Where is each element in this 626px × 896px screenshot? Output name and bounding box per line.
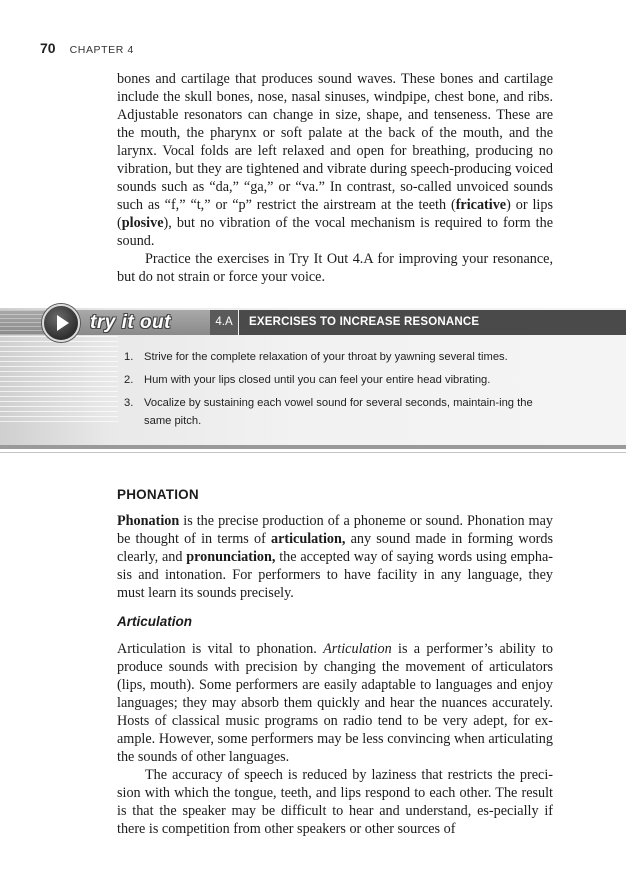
term-fricative: fricative	[455, 197, 507, 213]
term-phonation: Phonation	[117, 513, 180, 529]
articulation-paragraph-1: Articulation is vital to phonation. Articulation is a performer’s ability to produce sounds with precision by changing the movement of articulators (lips, mouth). Some performers are easily adaptable to languages and enjoy languages; they may absorb them quickly and hear the nuances accurately. Hosts of classical music programs on radio tend to be very adept, for ex-ample. However, some performers may be less convincing when articulating the sounds of other languages.	[117, 641, 553, 765]
intro-text	[117, 70, 553, 286]
intro-paragraph-2: Practice the exercises in Try It Out 4.A for improving your resonance, but do not strain or force your voice.	[117, 251, 553, 285]
intro-paragraph-1: bones and cartilage that produces sound waves. These bones and cartilage include the skull bones, nose, nasal sinuses, windpipe, chest bone, and ribs. Adjustable resonators can change in size, shape, and tenseness. These are the mouth, the pharynx or soft palate at the back of the mouth, and the larynx. Vocal folds are left relaxed and open for breathing, producing no vibration, but they are tightened and vibrate during speech-producing voiced sounds such as “da,” “ga,” or “va.” In contrast, so-called unvoiced sounds such as “f,” “t,” or “p” restrict the airstream at the teeth (fricative) or lips (plosive), but no vibration of the vocal mechanism is required to form the sound.	[117, 71, 553, 249]
phonation-paragraph: Phonation is the precise production of a phoneme or sound. Phonation may be thought of in terms of articulation, any sound made in forming words clearly, and pronunciation, the accepted way of saying words using empha-sis and intonation. For performers to have facility in any language, they must learn its sounds precisely.	[117, 513, 554, 601]
articulation-paragraph-2: The accuracy of speech is reduced by laziness that restricts the preci-sion with which the tongue, teeth, and lips respond to each other. The result is that the speaker may be difficult to hear and understand, es-pecially if there is competition from other speakers or other sources of	[117, 767, 553, 837]
term-pronunciation: pronunciation,	[186, 549, 276, 565]
page-number: 70	[40, 40, 56, 56]
try-box-bottom-rule	[0, 445, 626, 449]
term-articulation: articulation,	[270, 531, 346, 547]
try-box-bottom-rule-thin	[0, 452, 626, 453]
running-header	[40, 40, 134, 58]
articulation-text	[117, 640, 553, 838]
exercise-heading: EXERCISES TO INCREASE RESONANCE	[249, 316, 480, 328]
phonation-text	[117, 512, 553, 602]
term-articulation-italic: Articulation	[323, 641, 392, 657]
list-item: 1. Strive for the complete relaxation of your throat by yawning several times.	[124, 351, 508, 363]
list-item: 3. Vocalize by sustaining each vowel sound for several seconds, maintain-ing the same pitch.	[124, 397, 533, 427]
section-heading-phonation: PHONATION	[117, 487, 199, 502]
try-it-out-box	[0, 300, 626, 457]
list-item: 2. Hum with your lips closed until you can feel your entire head vibrating.	[124, 374, 491, 386]
exercise-list	[120, 348, 560, 435]
play-icon	[42, 304, 80, 342]
subheading-articulation: Articulation	[117, 614, 193, 629]
exercise-number: 4.A	[210, 310, 238, 335]
term-plosive: plosive	[121, 215, 164, 231]
chapter-label: CHAPTER 4	[69, 44, 134, 56]
try-it-out-title: try it out	[90, 312, 171, 333]
banner-right-band	[239, 310, 626, 335]
try-box-decor-lines	[0, 336, 118, 426]
